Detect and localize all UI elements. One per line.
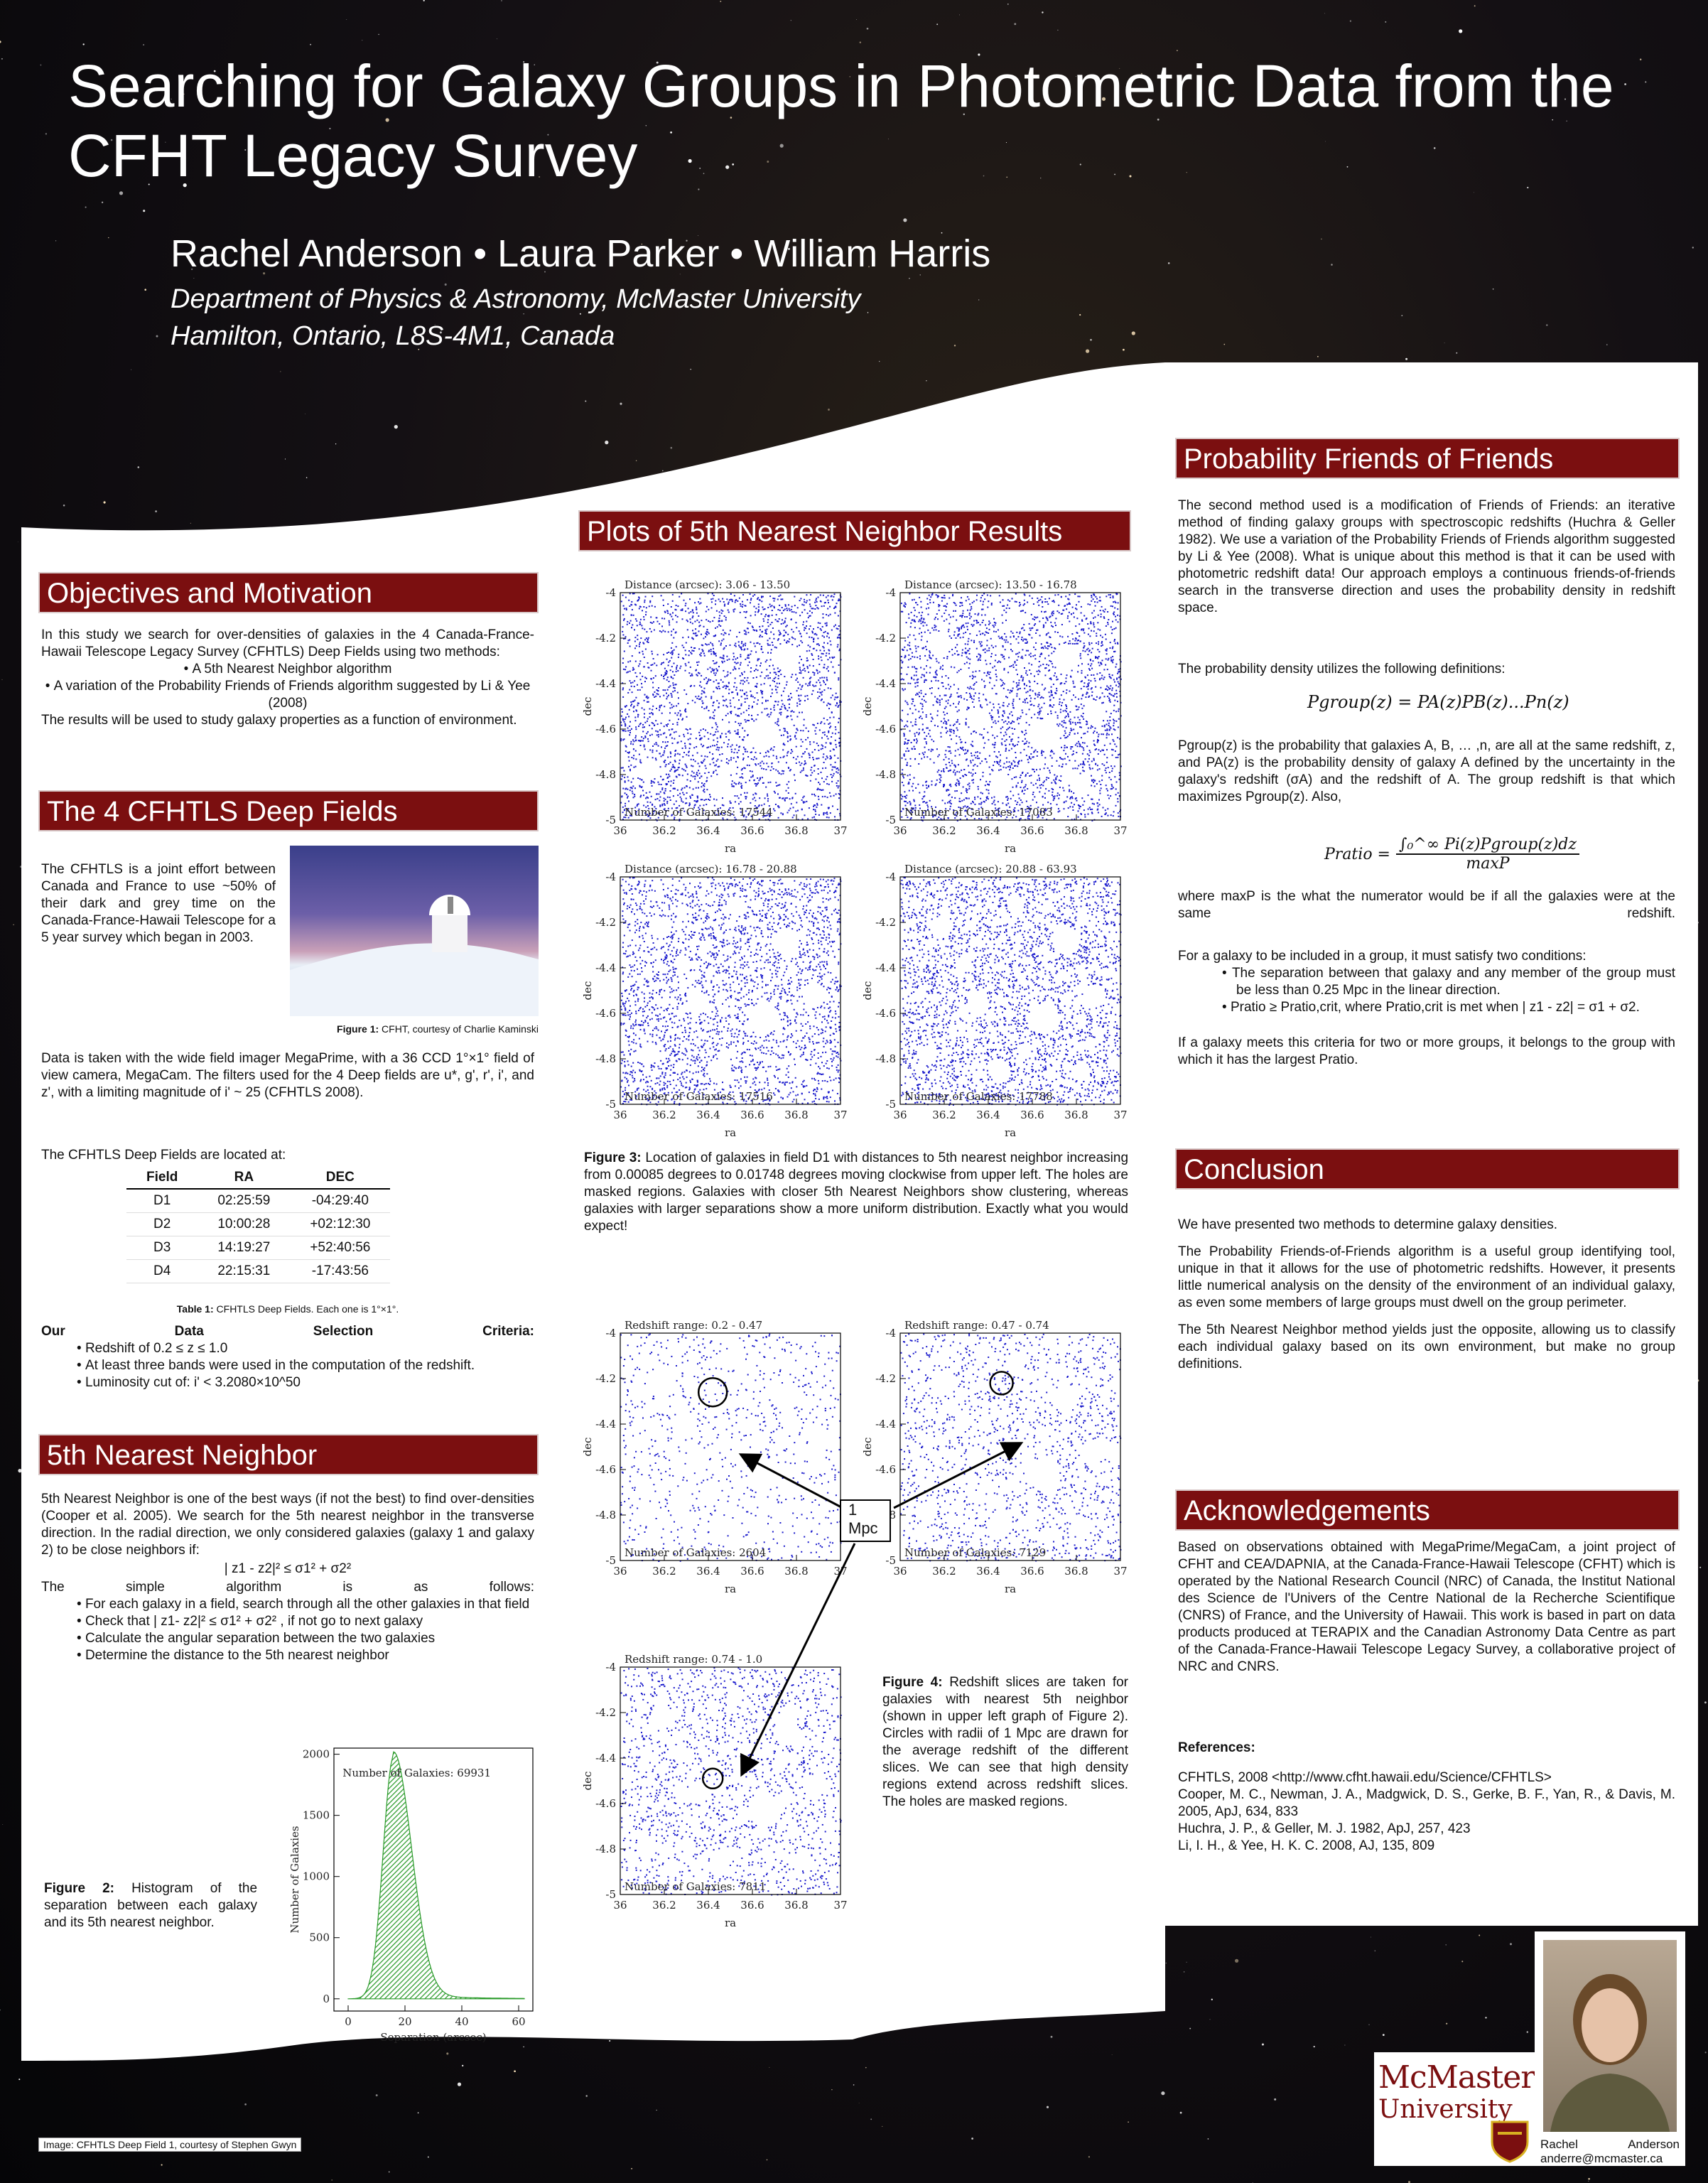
nn-algo-title: The simple algorithm is as follows: <box>41 1580 534 1595</box>
objectives-bullet-2-text: A variation of the Probability Friends of Friends algorithm suggested by Li & Yee (2008) <box>53 679 531 711</box>
criteria-item-text: Luminosity cut of: i' < 3.2080×10^50 <box>85 1375 301 1390</box>
table1-caption-label: Table 1: <box>176 1303 214 1315</box>
nn-heading: 5th Nearest Neighbor <box>38 1434 539 1475</box>
plots-heading: Plots of 5th Nearest Neighbor Results <box>578 510 1131 551</box>
criteria-item: • Luminosity cut of: i' < 3.2080×10^50 <box>77 1375 301 1390</box>
table-cell: 14:19:27 <box>198 1236 290 1260</box>
x-tick-label: 36.6 <box>740 824 764 837</box>
deepfields-p2: Data is taken with the wide field imager MegaPrime, with a 36 CCD 1°×1° field of view camera, MegaCam. The filters used for the 4 Deep fields are u*, g', r', i', and z', with a limiting magnitude of i' ~ 25 (CFHTLS 2008). <box>41 1051 534 1100</box>
criteria-item: • Redshift of 0.2 ≤ z ≤ 1.0 <box>77 1341 228 1356</box>
table-cell: 02:25:59 <box>198 1189 290 1213</box>
table-cell: -04:29:40 <box>290 1189 390 1213</box>
x-tick-label: 40 <box>455 2015 469 2028</box>
y-tick-label: -4.6 <box>595 723 616 735</box>
fig2-caption-text: Histogram of the separation between each galaxy and its 5th nearest neighbor. <box>44 1881 258 1930</box>
plot-title: Distance (arcsec): 13.50 - 16.78 <box>904 578 1077 591</box>
table-cell: D3 <box>126 1236 198 1260</box>
x-tick-label: 36.8 <box>784 824 809 837</box>
table1-caption-text: CFHTLS Deep Fields. Each one is 1°×1°. <box>213 1303 399 1315</box>
x-tick-label: 36 <box>613 824 627 837</box>
y-axis-label: dec <box>581 696 594 716</box>
table-cell: 22:15:31 <box>198 1260 290 1283</box>
affiliation-line-2: Hamilton, Ontario, L8S-4M1, Canada <box>171 321 615 351</box>
poster-title: Searching for Galaxy Groups in Photometric Data from the CFHT Legacy Survey <box>68 53 1614 189</box>
nn-p1: 5th Nearest Neighbor is one of the best ways (if not the best) to find over-densities (Cooper et al. 2005). We search for the 5th nearest neighbor in the transverse direction. In the radial direction, we only considered galaxies (galaxy 1 and galaxy 2) to be close neighbors if: <box>41 1492 534 1558</box>
y-tick-label: -4.8 <box>595 768 616 781</box>
galaxy-count-label: Number of Galaxies: 69931 <box>342 1767 492 1779</box>
y-tick-label: 0 <box>323 1992 330 2005</box>
y-tick-label: 1500 <box>302 1809 330 1822</box>
y-tick-label: 2000 <box>302 1747 330 1761</box>
deepfields-heading: The 4 CFHTLS Deep Fields <box>38 790 539 831</box>
nn-step: • For each galaxy in a field, search through all the other galaxies in that field <box>77 1597 530 1612</box>
table-cell: -17:43:56 <box>290 1260 390 1283</box>
y-tick-label: -4.4 <box>595 677 616 690</box>
x-tick-label: 60 <box>512 2015 526 2028</box>
plot-title: Distance (arcsec): 3.06 - 13.50 <box>625 578 791 591</box>
nn-step-text: Calculate the angular separation between the two galaxies <box>85 1631 436 1646</box>
objectives-intro: In this study we search for over-densities of galaxies in the 4 Canada-France-Hawaii Telescope Legacy Survey (CFHTLS) Deep Fields using two methods: <box>41 627 534 659</box>
table-cell: D1 <box>126 1189 198 1213</box>
objectives-bullet-2: • A variation of the Probability Friends of Friends algorithm suggested by Li & Yee (2008) <box>45 679 531 711</box>
y-tick-label: -4.2 <box>595 632 616 645</box>
y-tick-label: -5 <box>605 814 616 826</box>
x-tick-label: 20 <box>398 2015 412 2028</box>
objectives-bullet-1: • A 5th Nearest Neighbor algorithm <box>183 662 392 677</box>
y-axis-label: Number of Galaxies <box>288 1826 301 1934</box>
deepfields-p3: The CFHTLS Deep Fields are located at: <box>41 1148 286 1163</box>
table-header-ra: RA <box>198 1167 290 1189</box>
table-header-dec: DEC <box>290 1167 390 1189</box>
fig1-caption-label: Figure 1: <box>337 1023 379 1035</box>
table-cell: 10:00:28 <box>198 1213 290 1236</box>
x-tick-label: 37 <box>833 824 848 837</box>
table-cell: +52:40:56 <box>290 1236 390 1260</box>
x-tick-label: 0 <box>345 2015 352 2028</box>
x-tick-label: 36.2 <box>652 824 676 837</box>
fig1-caption-text: CFHT, courtesy of Charlie Kaminski <box>379 1023 539 1035</box>
nn-step: • Determine the distance to the 5th nearest neighbor <box>77 1648 389 1663</box>
nn-step: • Calculate the angular separation between the two galaxies <box>77 1631 436 1646</box>
objectives-outro: The results will be used to study galaxy properties as a function of environment. <box>41 713 517 728</box>
criteria-item: • At least three bands were used in the computation of the redshift. <box>77 1358 475 1373</box>
y-tick-label: 500 <box>309 1931 330 1944</box>
table-cell: +02:12:30 <box>290 1213 390 1236</box>
galaxy-count-label: Number of Galaxies: 17544 <box>625 806 773 819</box>
objectives-heading: Objectives and Motivation <box>38 572 539 613</box>
criteria-item-text: At least three bands were used in the computation of the redshift. <box>85 1358 475 1373</box>
table-cell: D4 <box>126 1260 198 1283</box>
affiliation-line-1: Department of Physics & Astronomy, McMaster University <box>171 284 861 314</box>
x-axis-label: Separation (arcsec) <box>380 2031 487 2044</box>
table-header-field: Field <box>126 1167 198 1189</box>
authors: Rachel Anderson • Laura Parker • William Harris <box>171 232 991 275</box>
nn-step-text: For each galaxy in a field, search through all the other galaxies in that field <box>85 1597 530 1612</box>
objectives-bullet-1-text: A 5th Nearest Neighbor algorithm <box>192 662 392 677</box>
criteria-item-text: Redshift of 0.2 ≤ z ≤ 1.0 <box>85 1341 228 1356</box>
y-tick-label: -4 <box>605 586 616 599</box>
nn-step-text: Determine the distance to the 5th nearest neighbor <box>85 1648 389 1663</box>
deepfields-p1: The CFHTLS is a joint effort between Canada and France to use ~50% of their dark and grey time on the Canada-France-Hawaii Telescope for a 5 year survey which began in 2003. <box>41 862 276 945</box>
nn-step-text: Check that | z1- z2|² ≤ σ1² + σ2² , if not go to next galaxy <box>85 1614 423 1629</box>
y-tick-label: 1000 <box>302 1870 330 1883</box>
x-axis-label: ra <box>724 842 737 855</box>
nn-equation: | z1 - z2|² ≤ σ1² + σ2² <box>224 1561 352 1576</box>
x-tick-label: 36.4 <box>696 824 720 837</box>
table-cell: D2 <box>126 1213 198 1236</box>
criteria-title: Our Data Selection Criteria: <box>41 1324 534 1339</box>
fig2-caption-label: Figure 2: <box>44 1881 115 1896</box>
nn-step: • Check that | z1- z2|² ≤ σ1² + σ2² , if not go to next galaxy <box>77 1614 423 1629</box>
